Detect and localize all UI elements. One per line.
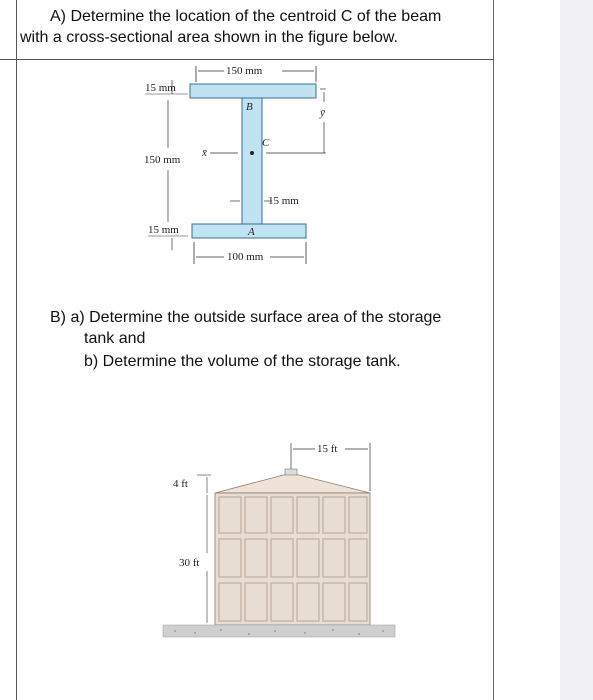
question-a-line2: with a cross-sectional area shown in the figure below. <box>20 29 398 46</box>
centroid-dot <box>250 151 254 155</box>
side-strip <box>560 0 593 700</box>
bottom-width-label: 100 mm <box>227 251 264 263</box>
point-c-label: C <box>262 137 270 149</box>
top-flange-label: 15 mm <box>145 82 176 94</box>
radius-label: 15 ft <box>317 443 338 455</box>
ybar-label: ȳ <box>320 107 325 119</box>
page-border-left <box>16 0 17 700</box>
page-border-right <box>493 0 494 700</box>
question-b-line1: B) a) Determine the outside surface area of the storage <box>50 309 442 326</box>
xbar-label: x̄ <box>202 147 207 159</box>
bottom-flange-label: 15 mm <box>148 224 179 236</box>
web-label: 15 mm <box>268 195 299 207</box>
web <box>242 98 262 224</box>
tank-figure <box>155 435 405 645</box>
point-a-label: A <box>248 226 255 238</box>
question-a-line1: A) Determine the location of the centroid C of the beam <box>50 8 442 25</box>
roof-height-label: 4 ft <box>173 478 188 490</box>
top-width-label: 150 mm <box>226 65 263 77</box>
question-b-line3: b) Determine the volume of the storage tank. <box>84 353 401 370</box>
ground <box>163 625 395 637</box>
question-b-line2: tank and <box>84 330 146 347</box>
height-label: 150 mm <box>144 154 181 166</box>
beam-figure <box>130 60 350 275</box>
top-flange <box>190 84 316 98</box>
wall-height-label: 30 ft <box>179 557 200 569</box>
point-b-label: B <box>246 101 253 113</box>
tank-roof <box>215 473 370 493</box>
